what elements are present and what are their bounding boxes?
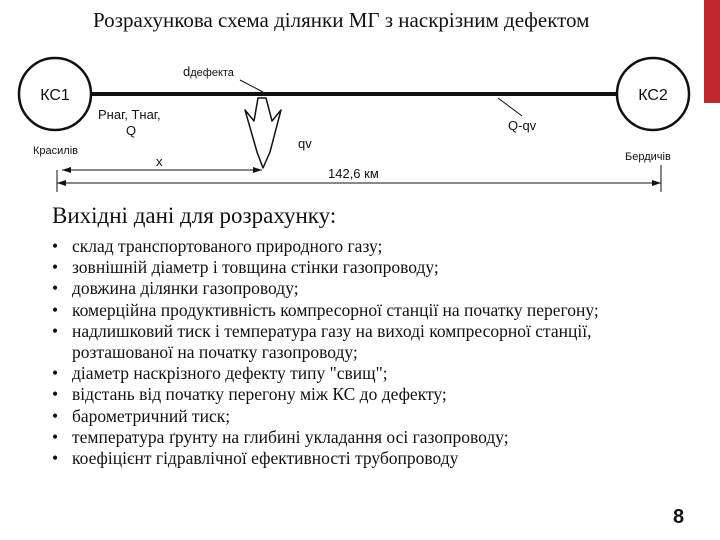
station-ks1-label: КС1 bbox=[40, 87, 70, 104]
inlet-params-label: Рнаг, Тнаг, bbox=[98, 107, 161, 122]
length-dimension-label: 142,6 км bbox=[328, 166, 379, 181]
page-number: 8 bbox=[673, 506, 685, 528]
length-arrow-left bbox=[57, 180, 66, 186]
section-heading: Вихідні дані для розрахунку: bbox=[52, 203, 337, 228]
city-left-label: Красилів bbox=[33, 145, 78, 157]
list-item: • барометричний тиск; bbox=[50, 406, 690, 427]
city-right-label: Бердичів bbox=[625, 151, 671, 163]
list-item: • комерційна продуктивність компресорної станції на початку перегону; bbox=[50, 300, 690, 321]
pipeline-diagram bbox=[0, 0, 720, 200]
x-arrow-left bbox=[62, 167, 71, 173]
leak-flow-label: qv bbox=[298, 136, 312, 151]
slide-title: Розрахункова схема ділянки МГ з наскрізним дефектом bbox=[93, 8, 590, 32]
list-item: • коефіцієнт гідравлічної ефективності трубопроводу bbox=[50, 448, 690, 469]
list-item: • довжина ділянки газопроводу; bbox=[50, 278, 690, 299]
list-item: • склад транспортованого природного газу; bbox=[50, 236, 690, 257]
list-item: • відстань від початку перегону між КС до дефекту; bbox=[50, 384, 690, 405]
inlet-flow-label: Q bbox=[126, 123, 137, 138]
length-arrow-right bbox=[652, 180, 661, 186]
defect-leader-line bbox=[240, 80, 263, 92]
outlet-flow-label: Q-qv bbox=[508, 118, 537, 133]
list-item: • діаметр наскрізного дефекту типу "свищ"; bbox=[50, 363, 690, 384]
list-item: • температура ґрунту на глибині укладання осі газопроводу; bbox=[50, 427, 690, 448]
x-dimension-label: x bbox=[156, 154, 163, 169]
list-item: • надлишковий тиск і температура газу на виході компресорної станції, розташованої на початку газопроводу; bbox=[50, 321, 690, 363]
outlet-leader-line bbox=[498, 98, 522, 116]
defect-label: dдефекта bbox=[183, 64, 234, 79]
list-item: • зовнішній діаметр і товщина стінки газопроводу; bbox=[50, 257, 690, 278]
input-data-list bbox=[50, 236, 690, 469]
leak-arrow bbox=[245, 98, 281, 168]
x-arrow-right bbox=[253, 167, 262, 173]
station-ks2-label: КС2 bbox=[638, 87, 668, 104]
